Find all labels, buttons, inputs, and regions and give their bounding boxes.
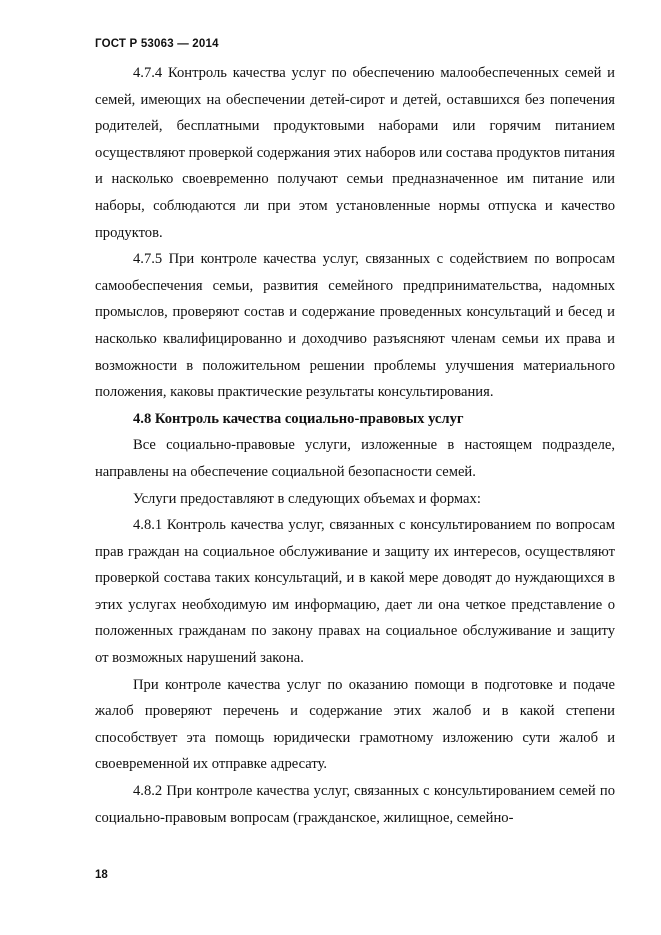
- paragraph-intro: Все социально-правовые услуги, изложенные в настоящем подразделе, направлены на обеспечение социальной безопасности семей.: [95, 437, 615, 480]
- paragraph-4-7-5: 4.7.5 При контроле качества услуг, связанных с содействием по вопросам самообеспечения семьи, развития семейного предпринимательства, надомных промыслов, проверяют состав и содержание проведенных консультаций и бесед и насколько квалифицированно и доходчиво разъясняют членам семьи их права и возможности в положительном решении проблемы улучшения материального положения, каковы практические результаты консультирования.: [95, 251, 615, 401]
- paragraph-forms: Услуги предоставляют в следующих объемах и формах:: [133, 490, 481, 507]
- section-heading-4-8: 4.8 Контроль качества социально-правовых услуг: [133, 410, 464, 427]
- paragraph-complaints: При контроле качества услуг по оказанию помощи в подготовке и подаче жалоб проверяют перечень и содержание этих жалоб и в какой степени способствует эта помощь юридически грамотному изложению сути жалоб и своевременной их отправке адресату.: [95, 676, 615, 773]
- document-body: [95, 60, 615, 831]
- paragraph-4-8-2: 4.8.2 При контроле качества услуг, связанных с консультированием семей по социально-правовым вопросам (гражданское, жилищное, семейно-: [95, 783, 615, 826]
- paragraph-4-8-1: 4.8.1 Контроль качества услуг, связанных с консультированием по вопросам прав граждан на социальное обслуживание и защиту их интересов, осуществляют проверкой состава таких консультаций, и в какой мере доводят до нуждающихся в этих услугах необходимую им информацию, дает ли она четкое представление о положенных гражданам по закону правах на социальное обслуживание и защиту от возможных нарушений закона.: [95, 517, 615, 667]
- document-standard-header: ГОСТ Р 53063 — 2014: [95, 38, 219, 50]
- page-number: 18: [95, 869, 108, 881]
- paragraph-4-7-4: 4.7.4 Контроль качества услуг по обеспечению малообеспеченных семей и семей, имеющих на обеспечении детей-сирот и детей, оставшихся без попечения родителей, бесплатными продуктовыми наборами или горячим питанием осуществляют проверкой содержания этих наборов или состава продуктов питания и насколько своевременно получают семьи предназначенное им питание или наборы, соблюдаются ли при этом установленные нормы отпуска и качество продуктов.: [95, 65, 615, 241]
